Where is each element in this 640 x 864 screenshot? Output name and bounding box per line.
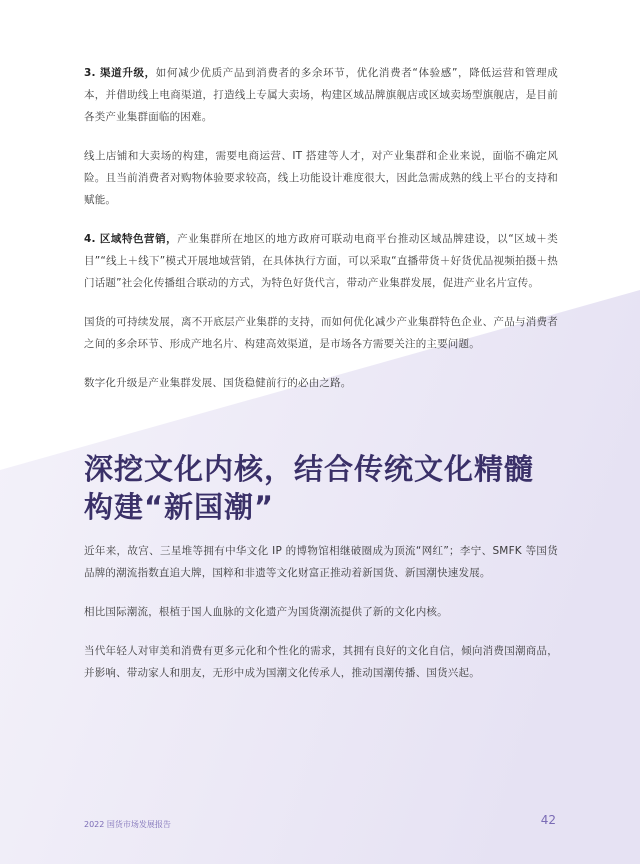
section-title-line-1: 深挖文化内核，结合传统文化精髓 xyxy=(84,452,535,486)
body-lower xyxy=(84,540,558,701)
digital-upgrade-paragraph: 数字化升级是产业集群发展、国货稳健前行的必由之路。 xyxy=(84,377,352,389)
channel-upgrade-label: 3. 渠道升级， xyxy=(84,67,156,79)
footer-page-number: 42 xyxy=(540,813,556,827)
body-upper xyxy=(84,62,558,411)
recent-years-paragraph: 近年来，故宫、三星堆等拥有中华文化 IP 的博物馆相继破圈成为顶流“网红”；李宁、SMFK 等国货品牌的潮流指数直追大牌，国粹和非遗等文化财富正推动着新国货、新国潮快速发展。 xyxy=(84,545,558,579)
footer-report-name: 2022 国货市场发展报告 xyxy=(84,820,171,829)
sustainable-dev-paragraph: 国货的可持续发展，离不开底层产业集群的支持，而如何优化减少产业集群特色企业、产品与消费者之间的多余环节、形成产地名片、构建高效渠道，是市场各方需要关注的主要问题。 xyxy=(84,316,558,350)
regional-marketing-paragraph xyxy=(84,228,558,294)
channel-upgrade-paragraph xyxy=(84,62,558,128)
store-build-paragraph: 线上店铺和大卖场的构建，需要电商运营、IT 搭建等人才，对产业集群和企业来说，面临不确定风险。且当前消费者对购物体验要求较高，线上功能设计难度很大，因此急需成熟的线上平台的支持和赋能。 xyxy=(84,150,558,206)
international-compare-paragraph: 相比国际潮流，根植于国人血脉的文化遗产为国货潮流提供了新的文化内核。 xyxy=(84,606,448,618)
regional-marketing-label: 4. 区域特色营销， xyxy=(84,233,178,245)
regional-marketing-text: 产业集群所在地区的地方政府可联动电商平台推动区域品牌建设，以“区域＋类目”“线上＋线下”模式开展地域营销，在具体执行方面，可以采取“直播带货＋好货优品视频拍摄＋热门话题”社会化传播组合联动的方式，为特色好货代言，带动产业集群发展，促进产业名片宣传。 xyxy=(84,233,558,289)
section-title xyxy=(84,450,534,526)
section-title-line-2: 构建“新国潮” xyxy=(84,490,275,524)
channel-upgrade-text: 如何减少优质产品到消费者的多余环节，优化消费者“体验感”，降低运营和管理成本，并借助线上电商渠道，打造线上专属大卖场，构建区域品牌旗舰店或区域卖场型旗舰店，是目前各类产业集群面临的困难。 xyxy=(84,67,558,123)
youth-consumption-paragraph: 当代年轻人对审美和消费有更多元化和个性化的需求，其拥有良好的文化自信，倾向消费国潮商品，并影响、带动家人和朋友，无形中成为国潮文化传承人，推动国潮传播、国货兴起。 xyxy=(84,645,558,679)
